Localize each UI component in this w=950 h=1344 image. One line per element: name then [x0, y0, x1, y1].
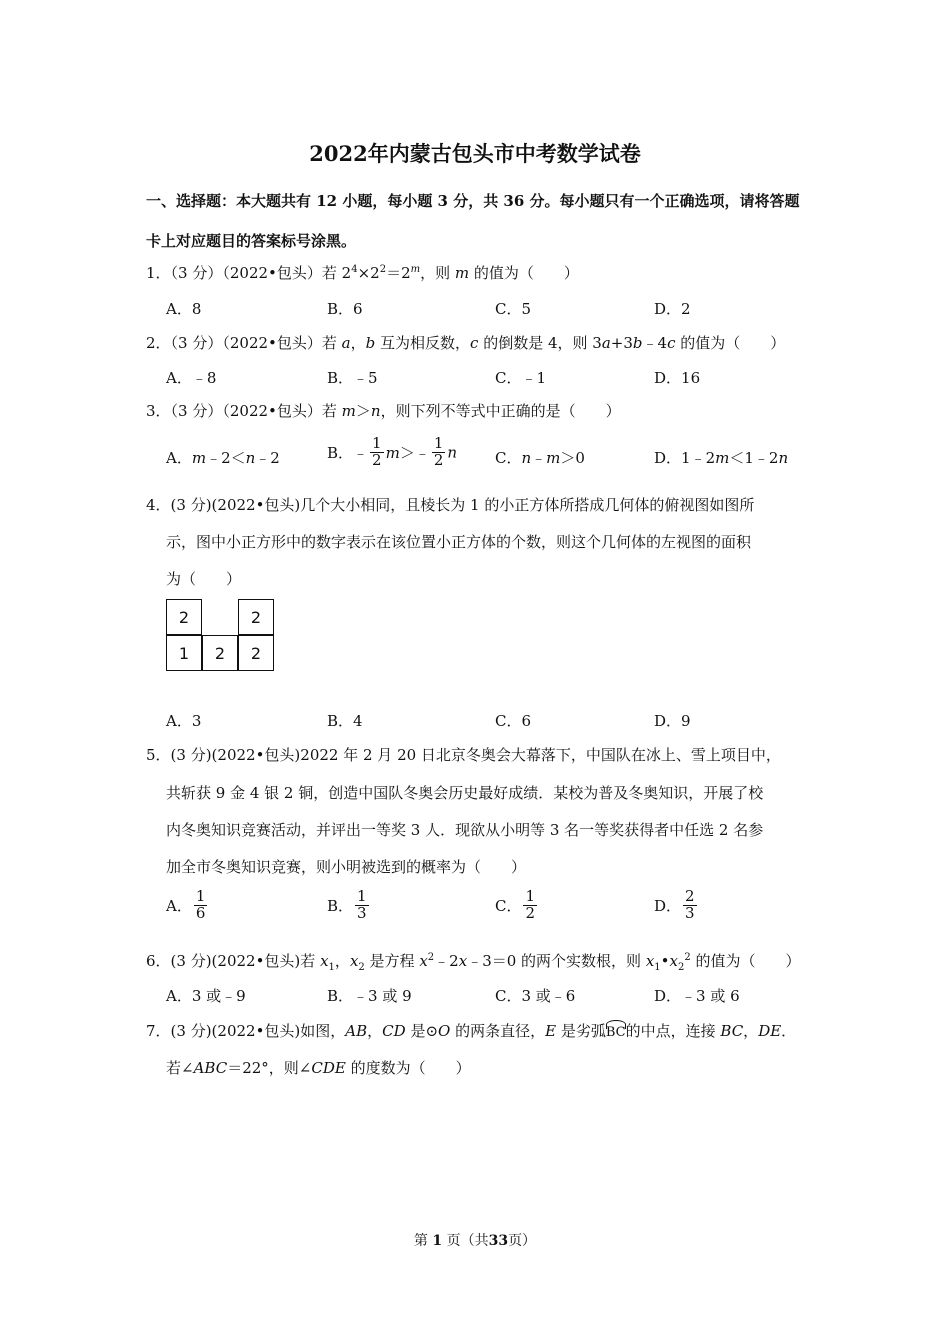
question-7-line1: 7．(3 分)(2022•包头)如图，AB，CD 是⊙O 的两条直径，E 是劣弧BC的中点，连接 BC，DE．	[146, 1022, 797, 1040]
grid-cell: 2	[238, 599, 274, 635]
question-4-line2: 示，图中小正方形中的数字表示在该位置小正方体的个数，则这个几何体的左视图的面积	[166, 533, 752, 551]
q1-option-d: D．2	[654, 300, 691, 318]
question-4-line1: 4．(3 分)(2022•包头)几个大小相同，且棱长为 1 的小正方体所搭成几何体的俯视图如图所	[146, 496, 755, 514]
q3-option-c: C．n﹣m＞0	[495, 449, 585, 467]
q2-option-a: A．﹣8	[166, 369, 217, 387]
q1-option-c: C．5	[495, 300, 532, 318]
q3-option-b: B．﹣ $\frac{1}{2}$ m＞﹣ $\frac{1}{2}$ n	[327, 434, 458, 469]
top-view-grid	[166, 599, 276, 673]
q4-option-a: A．3	[166, 712, 202, 730]
q5-option-c: C． $\frac{1}{2}$	[495, 887, 536, 922]
question-4-line3: 为（ ）	[166, 570, 242, 588]
section-heading-line2: 卡上对应题目的答案标号涂黑。	[146, 232, 357, 250]
q6-option-a: A．3 或﹣9	[166, 987, 246, 1005]
question-5-line1: 5．(3 分)(2022•包头)2022 年 2 月 20 日北京冬奥会大幕落下，中国队在冰上、雪上项目中，	[146, 746, 781, 764]
q2-option-b: B．﹣5	[327, 369, 378, 387]
grid-cell: 2	[166, 599, 202, 635]
question-1: 1．（3 分）（2022•包头）若 $2^4\times 2^2=2^m$，则 m 的值为（ ）	[146, 264, 579, 282]
q5-option-b: B． $\frac{1}{3}$	[327, 887, 367, 922]
page-footer: 第 1 页（共33页）	[413, 1233, 537, 1249]
question-2: 2．（3 分）（2022•包头）若 a，b 互为相反数，c 的倒数是 4，则 3a+3b﹣4c 的值为（ ）	[146, 334, 786, 352]
q4-option-b: B．4	[327, 712, 363, 730]
q6-option-d: D．﹣3 或 6	[654, 987, 740, 1005]
q3-option-a: A．m﹣2＜n﹣2	[166, 449, 280, 467]
section-heading-line1: 一、选择题：本大题共有 12 小题，每小题 3 分，共 36 分。每小题只有一个正确选项，请将答题	[146, 192, 800, 210]
q1-option-b: B．6	[327, 300, 363, 318]
grid-cell: 2	[238, 635, 274, 671]
grid-cell: 1	[166, 635, 202, 671]
q2-option-c: C．﹣1	[495, 369, 547, 387]
q1-option-a: A．8	[166, 300, 202, 318]
grid-cell: 2	[202, 635, 238, 671]
page-title: 2022年内蒙古包头市中考数学试卷	[309, 141, 641, 166]
question-5-line2: 共斩获 9 金 4 银 2 铜，创造中国队冬奥会历史最好成绩．某校为普及冬奥知识，开展了校	[166, 784, 764, 802]
question-3: 3．（3 分）（2022•包头）若 m＞n，则下列不等式中正确的是（ ）	[146, 402, 621, 420]
question-5-line3: 内冬奥知识竞赛活动，并评出一等奖 3 人．现欲从小明等 3 名一等奖获得者中任选 2 名参	[166, 821, 764, 839]
question-5-line4: 加全市冬奥知识竞赛，则小明被选到的概率为（ ）	[166, 858, 527, 876]
question-7-line2: 若∠ABC＝22°，则∠CDE 的度数为（ ）	[166, 1059, 471, 1077]
q2-option-d: D．16	[654, 369, 701, 387]
question-6: 6．(3 分)(2022•包头)若 $x_1$，$x_2$ 是方程 $x^2﹣2x﹣3=0$ 的两个实数根，则 $x_1•x_2^2$ 的值为（ ）	[146, 952, 801, 973]
q5-option-d: D． $\frac{2}{3}$	[654, 887, 695, 922]
q3-option-d: D．1﹣2m＜1﹣2n	[654, 449, 789, 467]
q4-option-d: D．9	[654, 712, 691, 730]
q5-option-a: A． $\frac{1}{6}$	[166, 887, 206, 922]
q6-option-b: B．﹣3 或 9	[327, 987, 412, 1005]
q6-option-c: C．3 或﹣6	[495, 987, 576, 1005]
q4-option-c: C．6	[495, 712, 532, 730]
